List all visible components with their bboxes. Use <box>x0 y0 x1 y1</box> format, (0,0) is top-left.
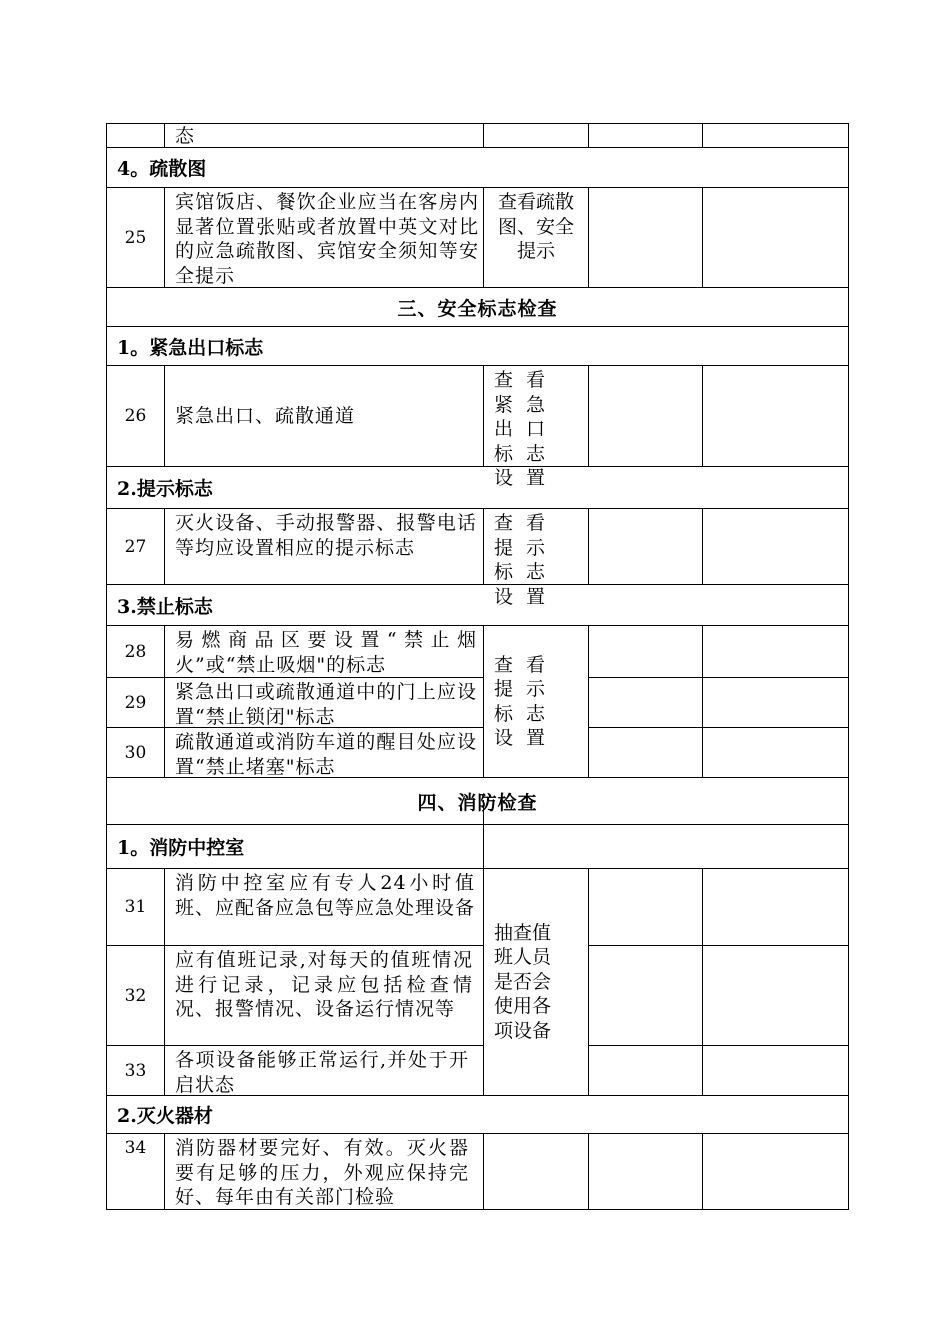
item-30-number: 30 <box>124 742 147 763</box>
item-25-content: 宾馆饭店、餐饮企业应当在客房内显著位置张贴或者放置中英文对比的应急疏散图、宾馆安全须知等安全提示 <box>175 191 479 287</box>
item-24-content-continued: 态 <box>175 125 196 147</box>
item-27-number: 27 <box>124 536 147 557</box>
item-26-number: 26 <box>124 406 147 426</box>
section-4-fire-inspection: 四、消防检查 <box>417 791 538 814</box>
subsection-evacuation-map: 4。疏散图 <box>117 158 207 180</box>
items-31-33-method: 抽查值班人员是否会使用各项设备 <box>494 921 552 1042</box>
item-31-number: 31 <box>124 897 147 917</box>
item-30-content: 疏散通道或消防车道的醒目处应设置“禁止堵塞"标志 <box>175 731 477 778</box>
item-28-content: 易燃商品区要设置“禁止烟火”或“禁止吸烟"的标志 <box>175 629 477 676</box>
item-31-content: 消防中控室应有专人24小时值班、应配备应急包等应急处理设备 <box>175 872 476 919</box>
section-3-safety-signs: 三、安全标志检查 <box>397 297 558 320</box>
subsection-fire-control-room: 1。消防中控室 <box>117 837 245 859</box>
subsection-hint-signs: 2.提示标志 <box>117 478 213 500</box>
item-33-number: 33 <box>124 1060 147 1081</box>
item-34-number: 34 <box>124 1138 147 1158</box>
item-32-number: 32 <box>124 985 147 1006</box>
item-26-method: 查看紧急出口标志设置 <box>494 369 559 489</box>
subsection-prohibition-signs: 3.禁止标志 <box>117 595 213 618</box>
item-25-number: 25 <box>124 227 147 248</box>
item-26-content: 紧急出口、疏散通道 <box>175 404 356 427</box>
items-28-30-method: 查看提示标志设置 <box>494 653 559 749</box>
item-29-number: 29 <box>124 692 147 713</box>
item-27-method: 查看提示标志设置 <box>494 512 559 608</box>
item-34-content: 消防器材要完好、有效。灭火器要有足够的压力，外观应保持完好、每年由有关部门检验 <box>175 1137 469 1208</box>
item-29-content: 紧急出口或疏散通道中的门上应设置“禁止锁闭"标志 <box>175 681 477 728</box>
item-27-content: 灭火设备、手动报警器、报警电话等均应设置相应的提示标志 <box>175 512 477 559</box>
item-28-number: 28 <box>124 641 147 662</box>
subsection-fire-extinguishers: 2.灭火器材 <box>117 1105 213 1127</box>
item-33-content: 各项设备能够正常运行,并处于开启状态 <box>175 1049 469 1096</box>
item-32-content: 应有值班记录,对每天的值班情况进行记录，记录应包括检查情况、报警情况、设备运行情况等 <box>175 949 473 1020</box>
item-25-method: 查看疏散图、安全提示 <box>498 191 575 262</box>
subsection-emergency-exit-signs: 1。紧急出口标志 <box>117 336 264 359</box>
